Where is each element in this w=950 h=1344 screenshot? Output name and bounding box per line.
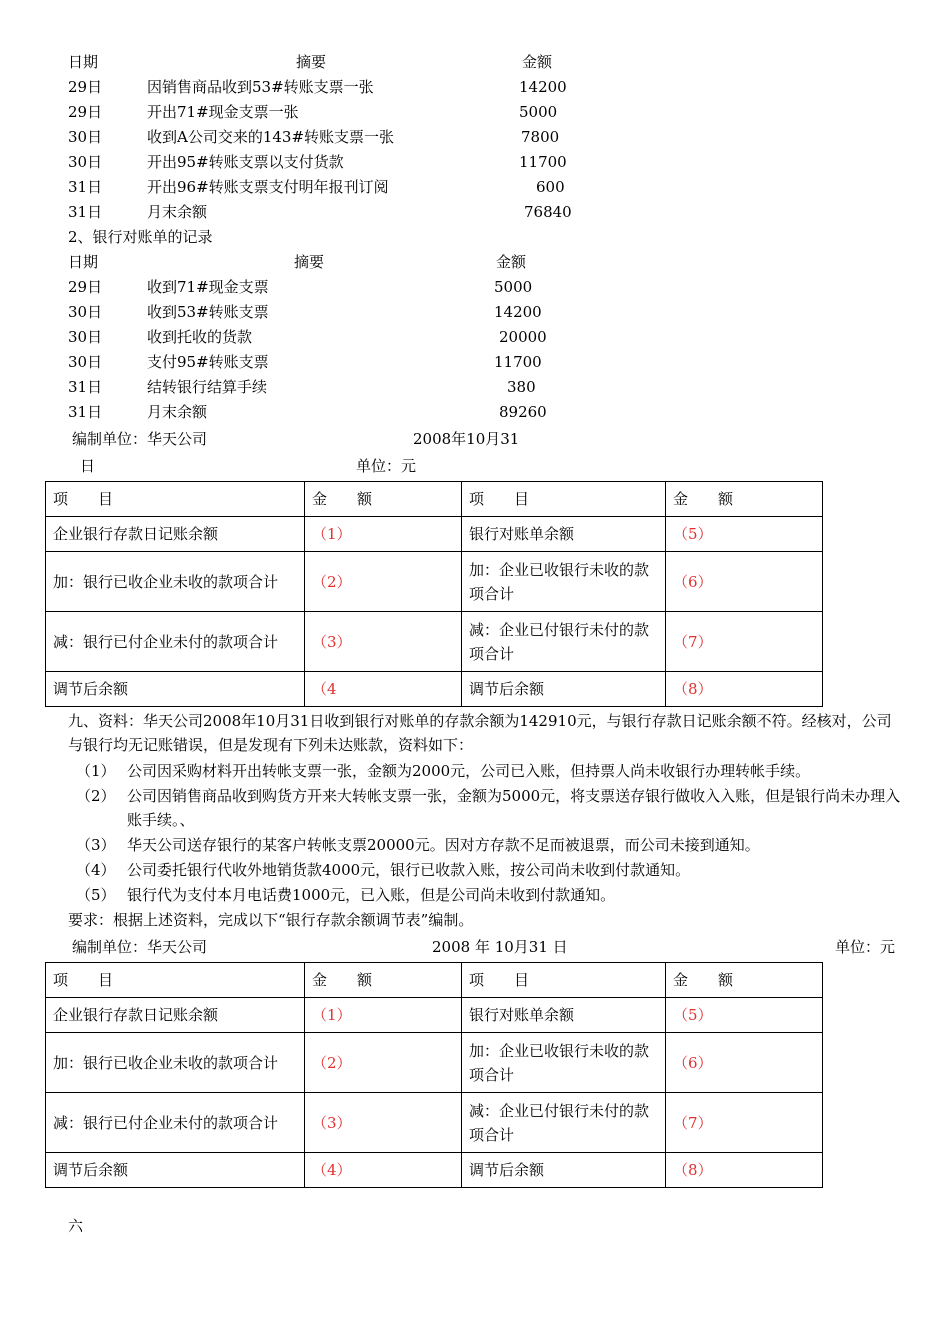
ledger1-row-summary: 开出96#转账支票支付明年报刊订阅	[147, 178, 389, 196]
header-amount: 金 额	[666, 482, 823, 517]
row-value: （2）	[305, 552, 462, 612]
table2-date: 2008 年 10月31 日	[432, 938, 568, 956]
header-item: 项 目	[46, 963, 305, 998]
problem9-item-text: 华天公司送存银行的某客户转帐支票20000元。因对方存款不足而被退票，而公司未接到通知。	[127, 836, 760, 854]
table-row	[46, 672, 823, 707]
ledger2-row-date: 29日	[68, 278, 103, 296]
ledger2-row-date: 31日	[68, 403, 103, 421]
ledger1-row-date: 31日	[68, 178, 103, 196]
ledger1-row-amount: 7800	[521, 128, 560, 146]
header-item: 项 目	[462, 482, 666, 517]
problem9-item-text: 公司因采购材料开出转帐支票一张，金额为2000元，公司已入账，但持票人尚未收银行办理转帐手续。	[127, 762, 811, 780]
table-row	[46, 1153, 823, 1188]
ledger1-header-summary: 摘要	[296, 53, 327, 71]
row-label: 银行对账单余额	[462, 517, 666, 552]
ledger1-header-date: 日期	[68, 53, 99, 71]
table1-date-cont: 日	[80, 457, 96, 475]
row-label: 减：银行已付企业未付的款项合计	[46, 612, 305, 672]
ledger1-row-date: 29日	[68, 78, 103, 96]
ledger2-row-amount: 20000	[499, 328, 547, 346]
ledger2-header-amount: 金额	[496, 253, 527, 271]
ledger1-row-date: 30日	[68, 153, 103, 171]
ledger2-row-date: 30日	[68, 303, 103, 321]
row-value: （6）	[666, 552, 823, 612]
row-label: 加：银行已收企业未收的款项合计	[46, 1033, 305, 1093]
problem9-item-number: （5）	[76, 886, 116, 904]
row-label: 减：企业已付银行未付的款项合计	[462, 1093, 666, 1153]
row-value: （6）	[666, 1033, 823, 1093]
ledger1-row-summary: 月末余额	[147, 203, 208, 221]
problem9-item-number: （4）	[76, 861, 116, 879]
table1-date: 2008年10月31	[413, 430, 520, 448]
ledger1-row-summary: 开出71#现金支票一张	[147, 103, 299, 121]
row-label: 企业银行存款日记账余额	[46, 517, 305, 552]
row-label: 加：企业已收银行未收的款项合计	[462, 552, 666, 612]
row-value: （8）	[666, 672, 823, 707]
ledger2-row-summary: 收到53#转账支票	[147, 303, 269, 321]
table1-unit: 编制单位：华天公司	[72, 430, 208, 448]
ledger2-row-summary: 收到托收的货款	[147, 328, 253, 346]
row-label: 企业银行存款日记账余额	[46, 998, 305, 1033]
table2-currency: 单位：元	[835, 938, 896, 956]
ledger1-row-amount: 5000	[519, 103, 558, 121]
ledger1-row-date: 29日	[68, 103, 103, 121]
row-value: （4）	[305, 1153, 462, 1188]
row-label: 调节后余额	[46, 672, 305, 707]
problem9-item-text: 银行代为支付本月电话费1000元，已入账，但是公司尚未收到付款通知。	[127, 886, 616, 904]
ledger1-row-summary: 收到A公司交来的143#转账支票一张	[147, 128, 395, 146]
row-value: （1）	[305, 998, 462, 1033]
problem9-item-number: （2）	[76, 787, 116, 805]
reconciliation-table-2	[45, 962, 823, 1188]
table-header-row	[46, 482, 823, 517]
header-amount: 金 额	[666, 963, 823, 998]
header-item: 项 目	[462, 963, 666, 998]
row-label: 加：企业已收银行未收的款项合计	[462, 1033, 666, 1093]
ledger1-row-amount: 14200	[519, 78, 567, 96]
row-label: 调节后余额	[462, 672, 666, 707]
section2-title: 2、银行对账单的记录	[68, 228, 213, 246]
ledger2-header-date: 日期	[68, 253, 99, 271]
table-row	[46, 1033, 823, 1093]
row-value: （3）	[305, 1093, 462, 1153]
table-row	[46, 517, 823, 552]
row-value: （7）	[666, 1093, 823, 1153]
row-value: （5）	[666, 998, 823, 1033]
ledger2-row-summary: 收到71#现金支票	[147, 278, 269, 296]
ledger2-row-amount: 11700	[494, 353, 542, 371]
row-value: （7）	[666, 612, 823, 672]
row-value: （4	[305, 672, 462, 707]
header-item: 项 目	[46, 482, 305, 517]
ledger2-header-summary: 摘要	[294, 253, 325, 271]
ledger1-row-amount: 600	[536, 178, 565, 196]
row-value: （8）	[666, 1153, 823, 1188]
table-row	[46, 998, 823, 1033]
header-amount: 金 额	[305, 482, 462, 517]
ledger1-row-date: 31日	[68, 203, 103, 221]
footer-text: 六	[68, 1217, 84, 1235]
problem9-requirement: 要求：根据上述资料，完成以下“银行存款余额调节表”编制。	[68, 911, 474, 929]
header-amount: 金 额	[305, 963, 462, 998]
problem9-item-text: 公司委托银行代收外地销货款4000元，银行已收款入账，按公司尚未收到付款通知。	[127, 861, 691, 879]
ledger2-row-amount: 5000	[494, 278, 533, 296]
row-label: 减：银行已付企业未付的款项合计	[46, 1093, 305, 1153]
ledger2-row-date: 30日	[68, 353, 103, 371]
ledger1-header-amount: 金额	[522, 53, 553, 71]
ledger1-row-date: 30日	[68, 128, 103, 146]
table-row	[46, 552, 823, 612]
ledger2-row-amount: 380	[507, 378, 536, 396]
ledger1-row-summary: 开出95#转账支票以支付货款	[147, 153, 344, 171]
problem9-item-text	[127, 784, 907, 832]
ledger2-row-date: 31日	[68, 378, 103, 396]
row-value: （2）	[305, 1033, 462, 1093]
problem9-item-number: （1）	[76, 762, 116, 780]
table-row	[46, 612, 823, 672]
ledger1-row-summary: 因销售商品收到53#转账支票一张	[147, 78, 374, 96]
row-value: （1）	[305, 517, 462, 552]
reconciliation-table-1	[45, 481, 823, 707]
problem9-intro: 九、资料：华天公司2008年10月31日收到银行对账单的存款余额为142910元，与银行存款日记账余额不符。经核对，公司与银行均无记账错误，但是发现有下列未达账款，资料如下：	[68, 712, 892, 754]
problem9-item-number: （3）	[76, 836, 116, 854]
row-value: （5）	[666, 517, 823, 552]
ledger1-row-amount: 76840	[524, 203, 572, 221]
row-label: 银行对账单余额	[462, 998, 666, 1033]
ledger1-row-amount: 11700	[519, 153, 567, 171]
ledger2-row-summary: 结转银行结算手续	[147, 378, 268, 396]
table2-unit: 编制单位：华天公司	[72, 938, 208, 956]
row-label: 调节后余额	[462, 1153, 666, 1188]
row-value: （3）	[305, 612, 462, 672]
ledger2-row-amount: 14200	[494, 303, 542, 321]
ledger2-row-amount: 89260	[499, 403, 547, 421]
table1-currency: 单位：元	[356, 457, 417, 475]
table-header-row	[46, 963, 823, 998]
row-label: 减：企业已付银行未付的款项合计	[462, 612, 666, 672]
ledger2-row-summary: 月末余额	[147, 403, 208, 421]
row-label: 调节后余额	[46, 1153, 305, 1188]
problem9-item-text-content: 公司因销售商品收到购货方开来大转帐支票一张，金额为5000元，将支票送存银行做收入入账，但是银行尚未办理入账手续。、	[127, 787, 901, 829]
row-label: 加：银行已收企业未收的款项合计	[46, 552, 305, 612]
ledger2-row-summary: 支付95#转账支票	[147, 353, 269, 371]
table-row	[46, 1093, 823, 1153]
ledger2-row-date: 30日	[68, 328, 103, 346]
